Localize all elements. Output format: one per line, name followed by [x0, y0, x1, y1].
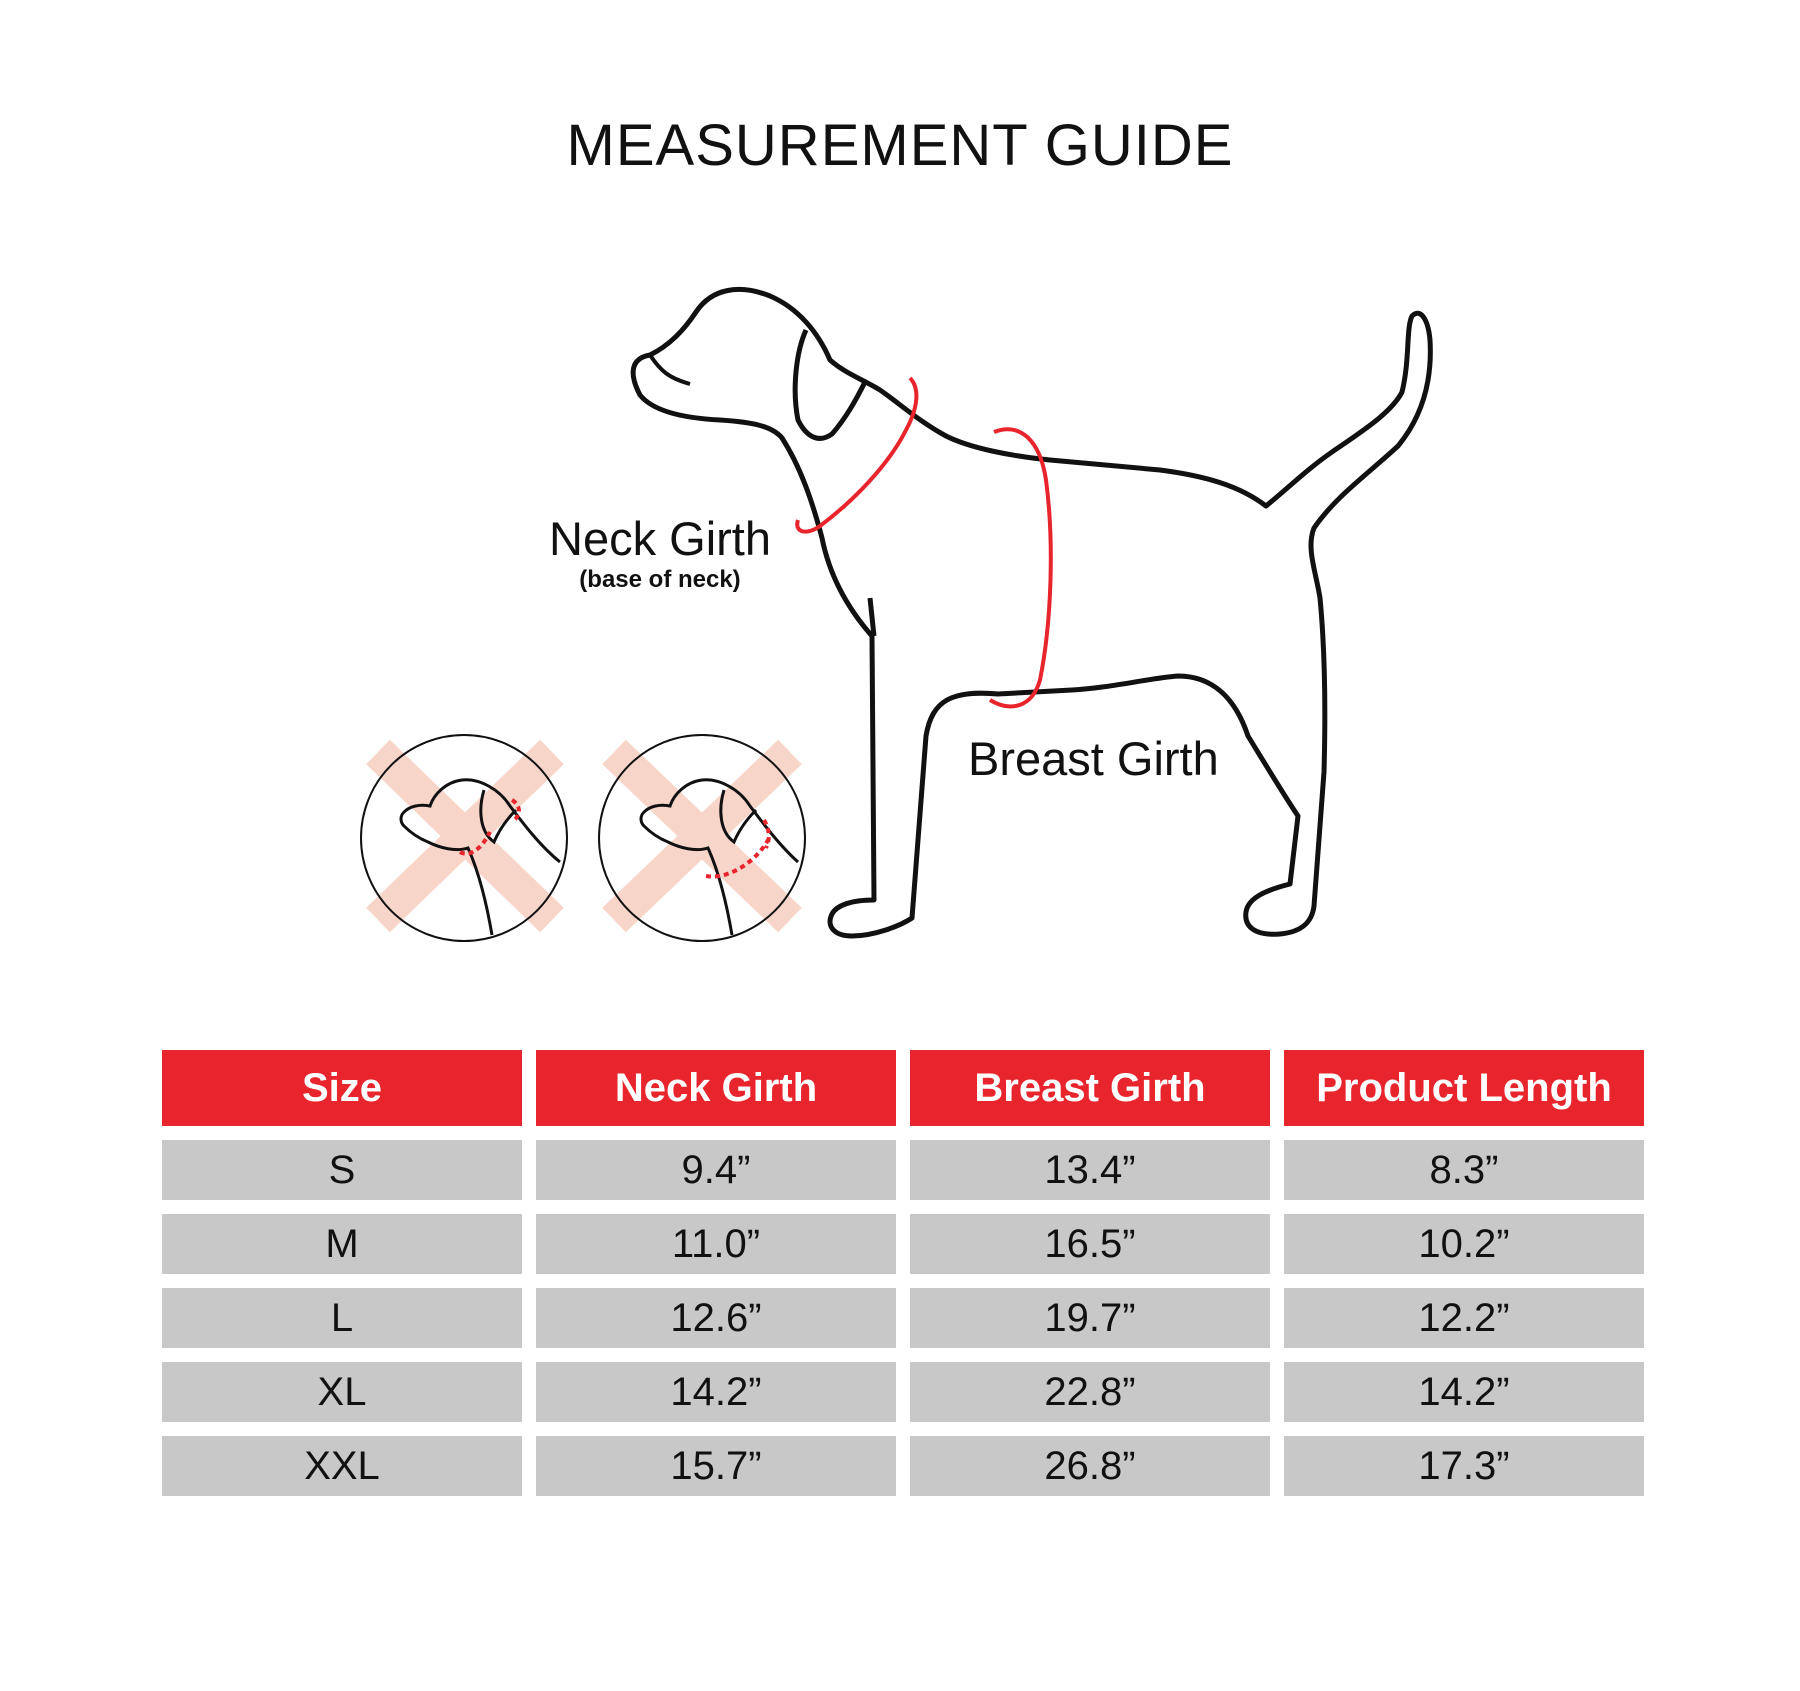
neck-girth-cell: 14.2”	[536, 1362, 896, 1422]
product-length-cell: 14.2”	[1284, 1362, 1644, 1422]
table-row	[162, 1140, 1646, 1200]
header-product-length: Product Length	[1284, 1050, 1644, 1126]
header-breast-girth: Breast Girth	[910, 1050, 1270, 1126]
neck-girth-cell: 15.7”	[536, 1436, 896, 1496]
product-length-cell: 10.2”	[1284, 1214, 1644, 1274]
table-row	[162, 1436, 1646, 1496]
breast-girth-cell: 16.5”	[910, 1214, 1270, 1274]
header-size: Size	[162, 1050, 522, 1126]
dog-outline-icon	[633, 289, 1430, 936]
wrong-neck-position-low-icon	[599, 735, 805, 941]
page-title: MEASUREMENT GUIDE	[566, 113, 1234, 178]
table-row	[162, 1214, 1646, 1274]
neck-girth-label-text: Neck Girth	[549, 512, 771, 565]
table-row	[162, 1288, 1646, 1348]
size-cell: L	[162, 1288, 522, 1348]
product-length-cell: 8.3”	[1284, 1140, 1644, 1200]
neck-girth-cell: 9.4”	[536, 1140, 896, 1200]
neck-girth-cell: 12.6”	[536, 1288, 896, 1348]
size-cell: S	[162, 1140, 522, 1200]
breast-girth-loop	[990, 429, 1051, 706]
size-cell: M	[162, 1214, 522, 1274]
product-length-cell: 17.3”	[1284, 1436, 1644, 1496]
size-cell: XL	[162, 1362, 522, 1422]
size-cell: XXL	[162, 1436, 522, 1496]
size-table	[162, 1050, 1646, 1510]
product-length-cell: 12.2”	[1284, 1288, 1644, 1348]
table-header-row	[162, 1050, 1646, 1126]
breast-girth-cell: 19.7”	[910, 1288, 1270, 1348]
breast-girth-label: Breast Girth	[968, 732, 1219, 785]
neck-girth-note: (base of neck)	[579, 566, 741, 593]
breast-girth-cell: 26.8”	[910, 1436, 1270, 1496]
neck-girth-cell: 11.0”	[536, 1214, 896, 1274]
table-row	[162, 1362, 1646, 1422]
wrong-neck-position-high-icon	[361, 735, 567, 941]
neck-girth-label	[540, 512, 780, 594]
header-neck-girth: Neck Girth	[536, 1050, 896, 1126]
breast-girth-cell: 22.8”	[910, 1362, 1270, 1422]
breast-girth-cell: 13.4”	[910, 1140, 1270, 1200]
